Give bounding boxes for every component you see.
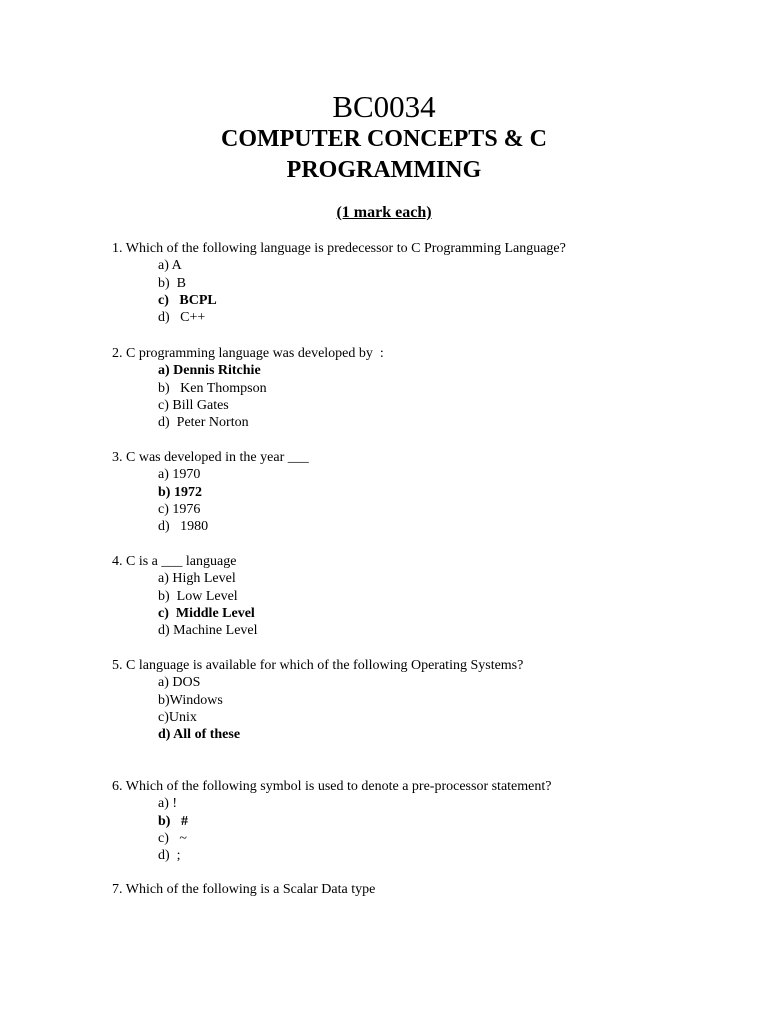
option-list [112, 466, 732, 535]
option: d) Peter Norton [158, 415, 249, 431]
question-text: 3. C was developed in the year ___ [112, 450, 309, 465]
option: c) Bill Gates [158, 397, 229, 413]
course-code: BC0034 [332, 89, 436, 124]
course-title-line-1: COMPUTER CONCEPTS & C [220, 126, 547, 152]
question-2 [112, 345, 732, 431]
correct-option: d) All of these [158, 727, 241, 743]
option: c) 1976 [158, 501, 201, 517]
question-text: 6. Which of the following symbol is used to denote a pre-processor statement? [112, 779, 552, 794]
option: d) C++ [158, 310, 206, 326]
course-title-line-2: PROGRAMMING [286, 157, 482, 183]
option: b)Windows [158, 692, 223, 708]
question-7 [112, 881, 732, 898]
option: a) High Level [158, 571, 236, 587]
question-text: 1. Which of the following language is predecessor to C Programming Language? [112, 241, 566, 256]
option: d) 1980 [158, 519, 209, 535]
option: a) 1970 [158, 467, 201, 483]
option: c) ~ [158, 830, 187, 846]
option: b) Low Level [158, 588, 238, 604]
question-6 [112, 778, 732, 864]
question-text: 4. C is a ___ language [112, 554, 237, 569]
correct-option: c) BCPL [158, 292, 217, 308]
option: d) ; [158, 848, 181, 864]
option-list [112, 570, 732, 639]
correct-option: a) Dennis Ritchie [158, 363, 261, 379]
correct-option: b) 1972 [158, 484, 202, 500]
question-4 [112, 553, 732, 639]
option: d) Machine Level [158, 623, 258, 639]
marks-note: (1 mark each) [336, 204, 432, 221]
option-list [112, 362, 732, 431]
option: b) Ken Thompson [158, 380, 267, 396]
question-text: 5. C language is available for which of the following Operating Systems? [112, 658, 524, 673]
option: b) B [158, 275, 186, 291]
question-1 [112, 240, 732, 326]
question-5 [112, 657, 732, 743]
option-list [112, 674, 732, 743]
question-text: 2. C programming language was developed by : [112, 346, 384, 361]
option: a) DOS [158, 675, 201, 691]
option-list [112, 257, 732, 326]
question-3 [112, 449, 732, 535]
course-title [0, 124, 768, 186]
correct-option: b) # [158, 813, 188, 829]
question-text: 7. Which of the following is a Scalar Data type [112, 882, 376, 897]
correct-option: c) Middle Level [158, 605, 255, 621]
option: a) ! [158, 796, 178, 812]
option: c)Unix [158, 709, 197, 725]
option-list [112, 795, 732, 864]
option: a) A [158, 258, 182, 274]
